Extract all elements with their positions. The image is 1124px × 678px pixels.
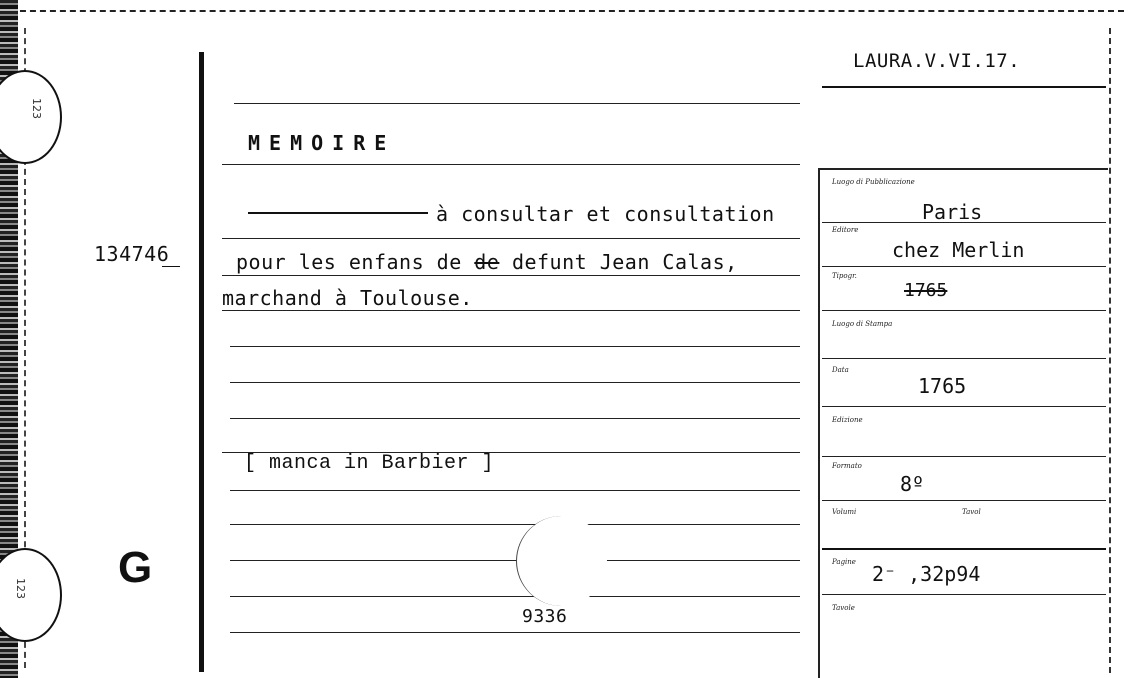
pagine-label: Pagine — [832, 558, 856, 566]
punch-hole-bottom — [0, 548, 62, 642]
rule-4 — [222, 275, 800, 276]
dash-line — [248, 212, 428, 214]
rule-13 — [230, 596, 800, 597]
rule-11 — [230, 524, 800, 525]
tipografo-label: Tipogr. — [832, 272, 857, 280]
tavole-label: Tavole — [832, 604, 855, 612]
panel-rule-6 — [822, 456, 1106, 457]
rule-6 — [230, 346, 800, 347]
shelfmark-rule — [822, 86, 1106, 88]
panel-rule-5 — [822, 406, 1106, 407]
panel-rule-3 — [822, 310, 1106, 311]
inventory-number: 134746 — [94, 242, 170, 266]
main-vertical-rule — [199, 52, 204, 672]
editore-label: Editore — [832, 226, 859, 234]
panel-rule-7 — [822, 500, 1106, 501]
rule-5 — [222, 310, 800, 311]
title-line-2-struck: de — [474, 250, 500, 274]
panel-rule-8 — [822, 548, 1106, 550]
punch-hole-bottom-label: 123 — [14, 578, 27, 599]
pagine-value: 2⁻ ,32p94 — [872, 562, 981, 586]
title-line-2-after: defunt Jean Calas, — [511, 250, 738, 274]
tavol-label: Tavol — [962, 508, 981, 516]
luogo-pubblicazione-value: Paris — [922, 200, 983, 224]
volumi-label: Volumi — [832, 508, 857, 516]
inventory-underline — [162, 266, 180, 267]
luogo-pubblicazione-label: Luogo di Pubblicazione — [832, 178, 915, 186]
classification-letter: G — [118, 543, 153, 592]
tipografo-value: 1765 — [904, 280, 948, 301]
panel-rule-4 — [822, 358, 1106, 359]
title-line-1: à consultar et consultation — [436, 202, 775, 226]
stamp-number: 9336 — [522, 606, 568, 627]
rule-1 — [234, 103, 800, 104]
note: [ manca in Barbier ] — [244, 452, 495, 475]
rule-2 — [222, 164, 800, 165]
formato-value: 8º — [900, 472, 925, 496]
edizione-label: Edizione — [832, 416, 863, 424]
rule-12 — [230, 560, 800, 561]
formato-label: Formato — [832, 462, 862, 470]
rule-7 — [230, 382, 800, 383]
right-dashed-rule — [1109, 28, 1113, 673]
title-line-3: marchand à Toulouse. — [222, 286, 473, 310]
circle-stamp — [516, 516, 607, 606]
rule-14 — [230, 632, 800, 633]
title-line-2-before: pour les enfans de — [236, 250, 462, 274]
title-word: MEMOIRE — [248, 131, 396, 155]
rule-3 — [222, 238, 800, 239]
rule-8 — [230, 418, 800, 419]
data-label: Data — [832, 366, 849, 374]
panel-rule-9 — [822, 594, 1106, 595]
top-border — [0, 0, 1124, 12]
title-line-2 — [236, 250, 738, 274]
editore-value: chez Merlin — [892, 238, 1025, 262]
punch-hole-top-label: 123 — [30, 98, 43, 119]
rule-10 — [230, 490, 800, 491]
luogo-stampa-label: Luogo di Stampa — [832, 320, 893, 328]
data-value: 1765 — [918, 374, 967, 398]
panel-rule-2 — [822, 266, 1106, 267]
panel-rule-1 — [822, 222, 1106, 223]
shelfmark: LAURA.V.VI.17. — [853, 50, 1021, 72]
